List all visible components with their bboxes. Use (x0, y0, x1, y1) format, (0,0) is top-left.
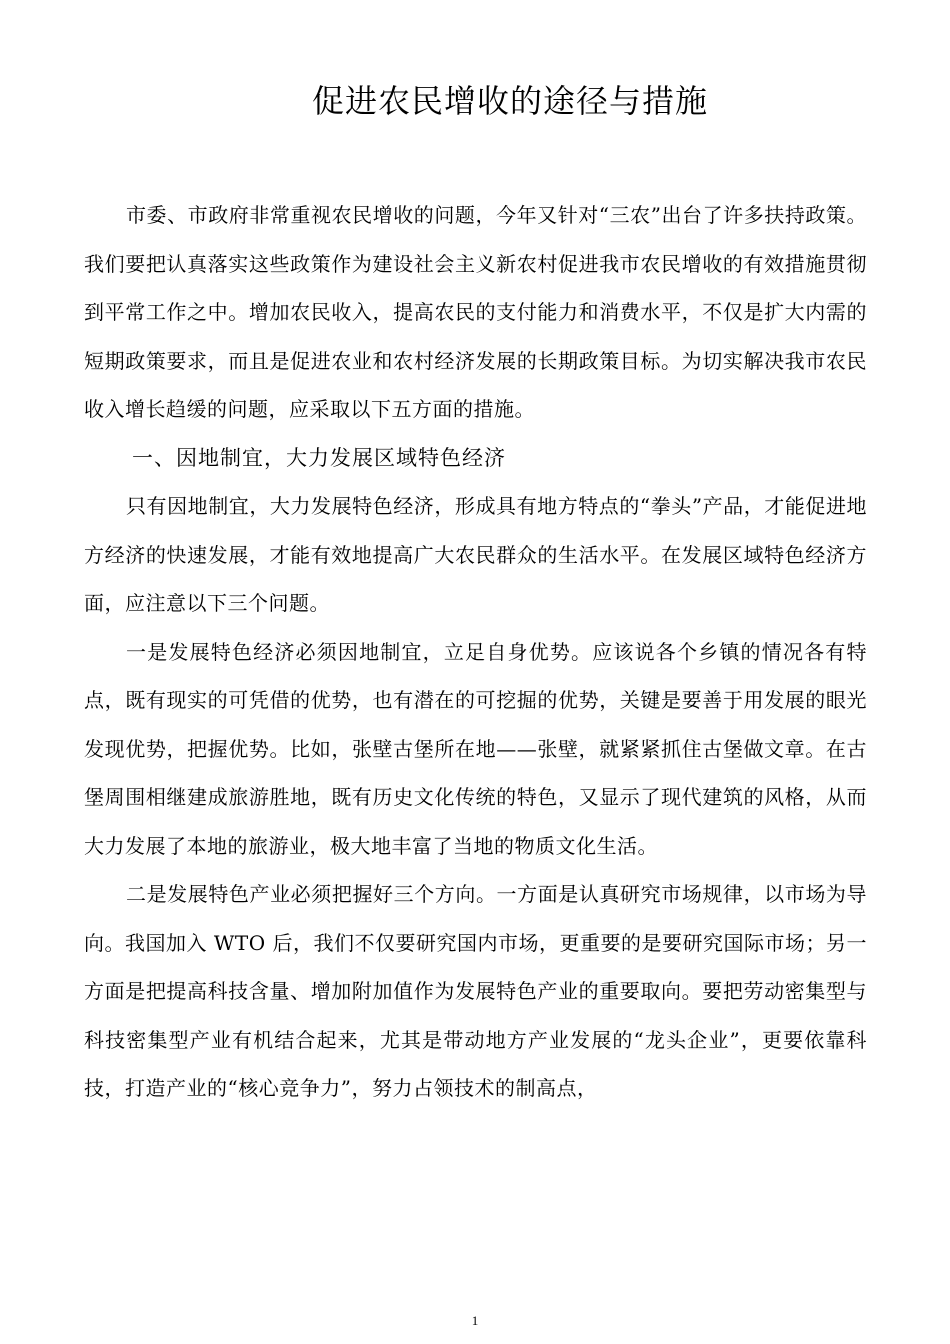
point-one-paragraph: 一是发展特色经济必须因地制宜，立足自身优势。应该说各个乡镇的情况各有特点，既有现实的可凭借的优势，也有潜在的可挖掘的优势，关键是要善于用发展的眼光发现优势，把握优势。比如，张壁古堡所在地——张壁，就紧紧抓住古堡做文章。在古堡周围相继建成旅游胜地，既有历史文化传统的特色，又显示了现代建筑的风格，从而大力发展了本地的旅游业，极大地丰富了当地的物质文化生活。 (84, 639, 867, 858)
page-number: 1 (471, 1313, 479, 1328)
document-title: 促进农民增收的途径与措施 (311, 82, 708, 120)
section-heading: 一、因地制宜，大力发展区域特色经济 (132, 445, 506, 470)
point-two-paragraph: 二是发展特色产业必须把握好三个方向。一方面是认真研究市场规律，以市场为导向。我国加入 WTO 后，我们不仅要研究国内市场，更重要的是要研究国际市场；另一方面是把提高科技含量、增加附加值作为发展特色产业的重要取向。要把劳动密集型与科技密集型产业有机结合起来，尤其是带动地方产业发展的“龙头企业”，更要依靠科技，打造产业的“核心竞争力”，努力占领技术的制高点， (84, 882, 868, 1100)
section-intro-paragraph: 只有因地制宜，大力发展特色经济，形成具有地方特点的“拳头”产品，才能促进地方经济的快速发展，才能有效地提高广大农民群众的生活水平。在发展区域特色经济方面，应注意以下三个问题。 (84, 494, 867, 615)
document-body (84, 191, 867, 1113)
intro-paragraph: 市委、市政府非常重视农民增收的问题，今年又针对“三农”出台了许多扶持政策。我们要把认真落实这些政策作为建设社会主义新农村促进我市农民增收的有效措施贯彻到平常工作之中。增加农民收入，提高农民的支付能力和消费水平，不仅是扩大内需的短期政策要求，而且是促进农业和农村经济发展的长期政策目标。为切实解决我市农民收入增长趋缓的问题，应采取以下五方面的措施。 (84, 203, 867, 421)
